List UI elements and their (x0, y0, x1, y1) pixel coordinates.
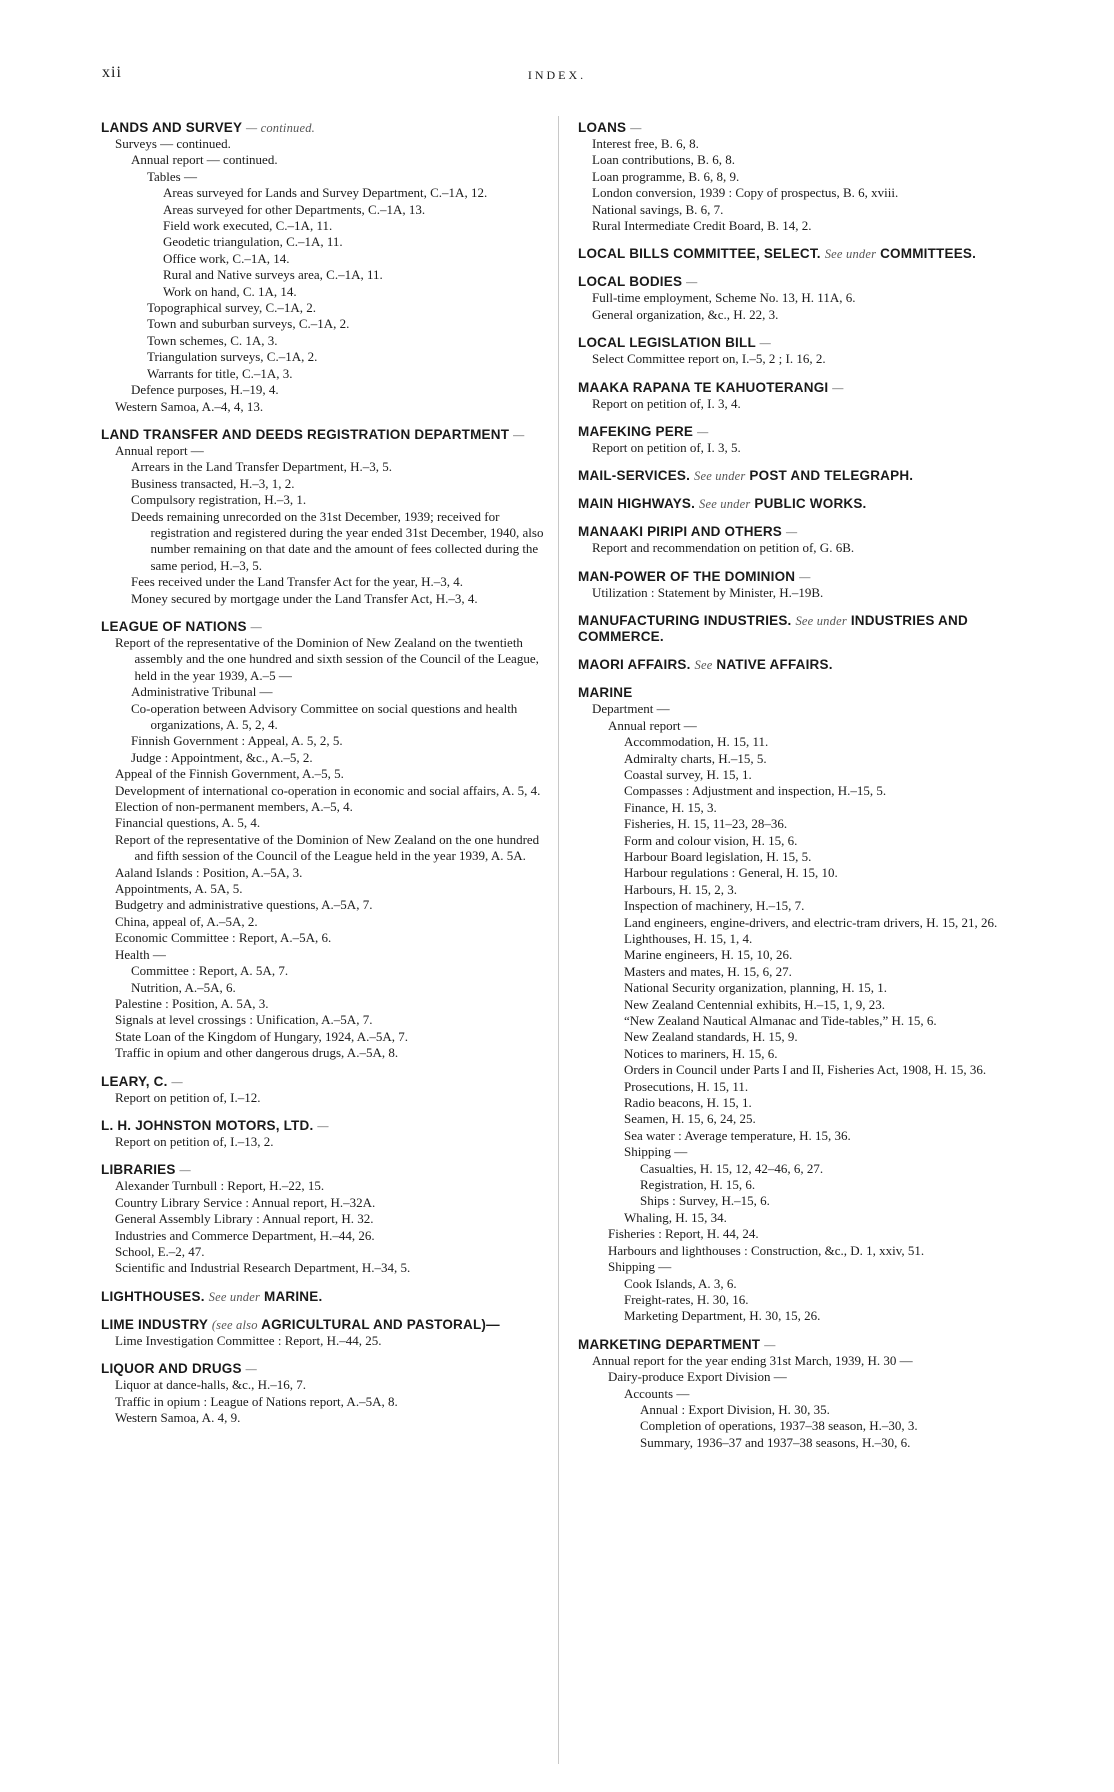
index-line: Deeds remaining unrecorded on the 31st December, 1939; received for registration and registered during the year ended 31st December, 1940, also number remaining on that date and the amount of fees collected during the same period, H.–3, 5. (131, 508, 544, 573)
index-line: Admiralty charts, H.–15, 5. (624, 750, 767, 766)
entry-heading (101, 1118, 557, 1134)
index-line: Lighthouses, H. 15, 1, 4. (624, 930, 753, 946)
index-line: Select Committee report on, I.–5, 2 ; I. 16, 2. (592, 351, 826, 367)
index-entry (101, 619, 557, 1062)
index-line: Health — (115, 946, 166, 962)
entry-heading (101, 619, 557, 635)
entry-heading (578, 685, 1020, 701)
index-line: Triangulation surveys, C.–1A, 2. (147, 349, 318, 365)
heading-note: — (799, 569, 811, 584)
index-line: Loan contributions, B. 6, 8. (592, 152, 735, 168)
index-line: Whaling, H. 15, 34. (624, 1209, 727, 1225)
index-line: Budgetry and administrative questions, A.–5A, 7. (115, 897, 373, 913)
index-line: Aaland Islands : Position, A.–5A, 3. (115, 864, 303, 880)
heading-note: See under (795, 614, 847, 629)
index-line: Full-time employment, Scheme No. 13, H. 11A, 6. (592, 290, 856, 306)
index-entry (101, 1118, 557, 1150)
entry-heading (578, 424, 1020, 440)
entry-heading (578, 335, 1020, 351)
index-line: State Loan of the Kingdom of Hungary, 1924, A.–5A, 7. (115, 1028, 409, 1044)
index-line: Alexander Turnbull : Report, H.–22, 15. (115, 1178, 325, 1194)
index-line: Marketing Department, H. 30, 15, 26. (624, 1308, 821, 1324)
heading-note: See under (694, 469, 746, 484)
heading-note: — (697, 425, 709, 440)
index-entry (578, 468, 1020, 484)
index-line: Completion of operations, 1937–38 season, H.–30, 3. (640, 1418, 918, 1434)
heading-text: LIQUOR AND DRUGS (101, 1361, 242, 1377)
index-line: Cook Islands, A. 3, 6. (624, 1275, 737, 1291)
heading-note: — (630, 121, 642, 135)
index-line: London conversion, 1939 : Copy of prospectus, B. 6, xviii. (592, 185, 899, 201)
entry-heading (578, 524, 1020, 540)
index-line: Economic Committee : Report, A.–5A, 6. (115, 930, 332, 946)
index-line: Summary, 1936–37 and 1937–38 seasons, H.–30, 6. (640, 1434, 911, 1450)
index-line: Annual report — (115, 442, 204, 458)
index-line: Annual report for the year ending 31st March, 1939, H. 30 — (592, 1352, 913, 1368)
index-line: Scientific and Industrial Research Department, H.–34, 5. (115, 1260, 411, 1276)
index-line: Harbours and lighthouses : Construction, &c., D. 1, xxiv, 51. (608, 1242, 925, 1258)
index-line: Tables — (147, 168, 197, 184)
index-line: Western Samoa, A.–4, 4, 13. (115, 398, 264, 414)
index-line: Town schemes, C. 1A, 3. (147, 332, 278, 348)
index-line: National Security organization, planning, H. 15, 1. (624, 980, 887, 996)
heading-text: LEARY, C. (101, 1073, 168, 1089)
index-line: Sea water : Average temperature, H. 15, 36. (624, 1127, 851, 1143)
index-line: Work on hand, C. 1A, 14. (163, 283, 297, 299)
entry-heading (101, 1289, 557, 1305)
entry-heading (101, 1361, 557, 1377)
heading-note: — (245, 1362, 257, 1377)
index-line: Geodetic triangulation, C.–1A, 11. (163, 234, 343, 250)
index-entry (578, 685, 1020, 1324)
heading-text: LIBRARIES (101, 1162, 176, 1178)
index-line: Registration, H. 15, 6. (640, 1177, 756, 1193)
index-line: Harbour regulations : General, H. 15, 10. (624, 865, 838, 881)
index-line: Signals at level crossings : Unification, A.–5A, 7. (115, 1012, 373, 1028)
index-line: New Zealand Centennial exhibits, H.–15, 1, 9, 23. (624, 996, 886, 1012)
index-line: Department — (592, 701, 670, 717)
heading-text: MAAKA RAPANA TE KAHUOTERANGI (578, 379, 829, 395)
index-line: Annual report — (608, 717, 697, 733)
heading-text: MAFEKING PERE (578, 424, 694, 440)
index-line: Report on petition of, I. 3, 5. (592, 440, 741, 456)
heading-text: LOCAL BODIES (578, 274, 683, 290)
index-line: Surveys — continued. (115, 136, 231, 151)
heading-text: LIME INDUSTRY (101, 1316, 208, 1332)
index-entry (578, 120, 1020, 234)
index-line: Election of non-permanent members, A.–5, 4. (115, 799, 353, 815)
entry-heading (578, 613, 1020, 645)
heading-note: — (759, 336, 771, 351)
index-line: Fisheries : Report, H. 44, 24. (608, 1226, 759, 1242)
index-line: Traffic in opium and other dangerous drugs, A.–5A, 8. (115, 1045, 399, 1061)
heading-text: MAIN HIGHWAYS. (578, 496, 696, 512)
index-line: Report on petition of, I.–13, 2. (115, 1133, 274, 1149)
index-line: Fisheries, H. 15, 11–23, 28–36. (624, 816, 788, 832)
index-line: National savings, B. 6, 7. (592, 201, 724, 217)
index-line: Accounts — (624, 1385, 690, 1401)
index-line: Harbours, H. 15, 2, 3. (624, 881, 738, 897)
index-entry (578, 335, 1020, 367)
index-line: Office work, C.–1A, 14. (163, 250, 290, 266)
index-line: Warrants for title, C.–1A, 3. (147, 365, 293, 381)
index-line: Finance, H. 15, 3. (624, 799, 717, 815)
index-line: Financial questions, A. 5, 4. (115, 815, 261, 831)
heading-note: See under (824, 247, 877, 262)
index-line: Casualties, H. 15, 12, 42–46, 6, 27. (640, 1160, 824, 1176)
index-line: Report on petition of, I. 3, 4. (592, 395, 741, 411)
index-line: Notices to mariners, H. 15, 6. (624, 1045, 778, 1061)
index-line: Western Samoa, A. 4, 9. (115, 1410, 241, 1425)
index-entry (578, 424, 1020, 456)
column-divider (558, 116, 559, 1764)
index-line: Committee : Report, A. 5A, 7. (131, 963, 289, 979)
index-line: Appointments, A. 5A, 5. (115, 881, 243, 897)
index-entry (578, 569, 1020, 601)
index-line: Prosecutions, H. 15, 11. (624, 1078, 749, 1094)
index-entry (578, 1337, 1020, 1451)
index-line: Money secured by mortgage under the Land Transfer Act, H.–3, 4. (131, 590, 478, 606)
cross-reference: POST AND TELEGRAPH. (749, 468, 914, 484)
heading-note: — (317, 1118, 329, 1133)
index-entry (578, 524, 1020, 556)
index-line: Areas surveyed for other Departments, C.–1A, 13. (163, 201, 426, 217)
entry-heading (101, 427, 557, 443)
index-line: General organization, &c., H. 22, 3. (592, 306, 779, 322)
cross-reference: MARINE. (264, 1288, 323, 1304)
index-line: Report on petition of, I.–12. (115, 1089, 261, 1105)
index-line: China, appeal of, A.–5A, 2. (115, 913, 258, 929)
heading-note: (see also (211, 1317, 258, 1332)
page-number: xii (102, 64, 122, 81)
entry-heading (101, 120, 557, 136)
index-line: Coastal survey, H. 15, 1. (624, 766, 752, 782)
heading-note: See under (699, 497, 751, 512)
heading-text: MARKETING DEPARTMENT (578, 1336, 761, 1352)
index-line: Utilization : Statement by Minister, H.–19B. (592, 584, 824, 600)
running-head: INDEX. (527, 68, 587, 82)
index-line: Fees received under the Land Transfer Act for the year, H.–3, 4. (131, 574, 463, 590)
index-line: Annual : Export Division, H. 30, 35. (640, 1401, 830, 1417)
index-entry (101, 1074, 557, 1106)
entry-heading (101, 1074, 557, 1090)
entry-heading (578, 274, 1020, 290)
index-line: Masters and mates, H. 15, 6, 27. (624, 963, 792, 979)
heading-text: MARINE (578, 685, 633, 701)
heading-note: — (764, 1337, 776, 1352)
heading-text: LAND TRANSFER AND DEEDS REGISTRATION DEPARTMENT (101, 426, 510, 442)
heading-note: — (179, 1163, 191, 1178)
heading-text: MANAAKI PIRIPI AND OTHERS (578, 524, 783, 540)
index-line: Nutrition, A.–5A, 6. (131, 979, 236, 995)
index-line: Seamen, H. 15, 6, 24, 25. (624, 1111, 756, 1127)
index-line: New Zealand standards, H. 15, 9. (624, 1029, 798, 1045)
index-line: Lime Investigation Committee : Report, H.–44, 25. (115, 1332, 382, 1348)
index-line: Palestine : Position, A. 5A, 3. (115, 995, 269, 1011)
heading-note: — continued. (245, 121, 315, 135)
index-entry (578, 274, 1020, 323)
index-line: Shipping — (608, 1259, 672, 1275)
index-line: Defence purposes, H.–19, 4. (131, 382, 279, 398)
index-line: Orders in Council under Parts I and II, Fisheries Act, 1908, H. 15, 36. (624, 1062, 987, 1078)
index-line: Traffic in opium : League of Nations report, A.–5A, 8. (115, 1393, 398, 1409)
entry-heading (578, 246, 1020, 262)
entry-heading (578, 496, 1020, 512)
index-entry (578, 657, 1020, 673)
heading-text: LIGHTHOUSES. (101, 1288, 205, 1304)
index-line: Development of international co-operation in economic and social affairs, A. 5, 4. (115, 782, 541, 798)
heading-text: LOCAL BILLS COMMITTEE, SELECT. (578, 246, 821, 262)
heading-text: LOANS (578, 120, 627, 135)
index-line: Arrears in the Land Transfer Department, H.–3, 5. (131, 459, 393, 475)
entry-heading (578, 468, 1020, 484)
index-entry (101, 1162, 557, 1276)
entry-heading (101, 1317, 557, 1333)
cross-reference: INDUSTRIES AND COMMERCE. (578, 613, 968, 645)
index-line: Rural and Native surveys area, C.–1A, 11. (163, 267, 383, 283)
index-line: Form and colour vision, H. 15, 6. (624, 832, 798, 848)
heading-note: — (513, 427, 525, 442)
index-line: Finnish Government : Appeal, A. 5, 2, 5. (131, 733, 343, 749)
index-line: Report of the representative of the Dominion of New Zealand on the twentieth assembly and the one hundred and sixth session of the Council of the League, held in the year 1939, A.–5 — (115, 634, 539, 683)
index-line: Annual report — continued. (131, 152, 278, 168)
index-line: Interest free, B. 6, 8. (592, 136, 699, 151)
index-line: Loan programme, B. 6, 8, 9. (592, 168, 740, 184)
index-line: Topographical survey, C.–1A, 2. (147, 300, 317, 316)
entry-heading (578, 380, 1020, 396)
index-line: General Assembly Library : Annual report, H. 32. (115, 1211, 374, 1227)
heading-note: — (171, 1074, 183, 1089)
index-line: Judge : Appointment, &c., A.–5, 2. (131, 749, 313, 765)
cross-reference: COMMITTEES. (880, 246, 977, 262)
index-line: Co-operation between Advisory Committee on social questions and health organizations, A. 5, 2, 4. (131, 700, 518, 732)
index-line: Marine engineers, H. 15, 10, 26. (624, 947, 793, 963)
index-line: Rural Intermediate Credit Board, B. 14, 2. (592, 218, 812, 234)
index-entry (578, 613, 1020, 645)
index-line: Report and recommendation on petition of, G. 6B. (592, 540, 855, 556)
index-entry (578, 496, 1020, 512)
heading-text: LEAGUE OF NATIONS (101, 618, 247, 634)
cross-reference: NATIVE AFFAIRS. (716, 657, 833, 673)
index-entry (101, 1289, 557, 1305)
index-line: Harbour Board legislation, H. 15, 5. (624, 848, 812, 864)
heading-text: MAORI AFFAIRS. (578, 657, 691, 673)
index-line: School, E.–2, 47. (115, 1243, 205, 1259)
heading-text: MANUFACTURING INDUSTRIES. (578, 613, 792, 629)
index-line: Liquor at dance-halls, &c., H.–16, 7. (115, 1377, 306, 1393)
heading-note: — (250, 619, 262, 634)
index-line: Report of the representative of the Dominion of New Zealand on the one hundred and fifth session of the Council of the League held in the year 1939, A. 5A. (115, 831, 540, 864)
index-line: Areas surveyed for Lands and Survey Department, C.–1A, 12. (163, 185, 488, 201)
index-line: Field work executed, C.–1A, 11. (163, 218, 333, 234)
heading-note: See (694, 658, 713, 673)
entry-heading (101, 1162, 557, 1178)
index-line: Compulsory registration, H.–3, 1. (131, 492, 307, 508)
index-line: Town and suburban surveys, C.–1A, 2. (147, 316, 350, 332)
index-entry (101, 120, 557, 415)
heading-note: — (686, 275, 698, 290)
index-line: Country Library Service : Annual report, H.–32A. (115, 1194, 376, 1210)
index-entry (578, 246, 1020, 262)
heading-text: MAN-POWER OF THE DOMINION (578, 568, 796, 584)
cross-reference: PUBLIC WORKS. (754, 496, 867, 512)
index-entry (101, 427, 557, 607)
index-line: Shipping — (624, 1144, 688, 1160)
index-line: Appeal of the Finnish Government, A.–5, 5. (115, 766, 344, 782)
index-entry (101, 1317, 557, 1349)
entry-heading (578, 1337, 1020, 1353)
heading-text: L. H. JOHNSTON MOTORS, LTD. (101, 1117, 314, 1133)
heading-note: See under (208, 1289, 261, 1304)
index-entry (101, 1361, 557, 1426)
index-line: Industries and Commerce Department, H.–44, 26. (115, 1227, 375, 1243)
left-column (101, 120, 557, 1438)
right-column (578, 120, 1020, 1463)
index-line: Ships : Survey, H.–15, 6. (640, 1193, 770, 1209)
heading-text: LANDS AND SURVEY (101, 120, 242, 135)
heading-note: — (785, 525, 798, 540)
index-line: Land engineers, engine-drivers, and electric-tram drivers, H. 15, 21, 26. (624, 914, 998, 930)
heading-text: LOCAL LEGISLATION BILL (578, 335, 756, 351)
index-line: Accommodation, H. 15, 11. (624, 734, 769, 750)
index-line: Compasses : Adjustment and inspection, H.–15, 5. (624, 783, 887, 799)
entry-heading (578, 120, 1020, 136)
index-line: Freight-rates, H. 30, 16. (624, 1291, 749, 1307)
heading-text: MAIL-SERVICES. (578, 468, 691, 484)
entry-heading (578, 569, 1020, 585)
index-line: Administrative Tribunal — (131, 684, 273, 700)
index-entry (578, 380, 1020, 412)
index-line: Business transacted, H.–3, 1, 2. (131, 475, 295, 491)
index-line: “New Zealand Nautical Almanac and Tide-tables,” H. 15, 6. (624, 1013, 937, 1028)
index-line: Dairy-produce Export Division — (608, 1369, 787, 1385)
heading-note: — (832, 380, 844, 395)
index-line: Inspection of machinery, H.–15, 7. (624, 898, 805, 914)
entry-heading (578, 657, 1020, 673)
cross-reference: AGRICULTURAL AND PASTORAL)— (261, 1316, 500, 1332)
index-line: Radio beacons, H. 15, 1. (624, 1095, 752, 1111)
